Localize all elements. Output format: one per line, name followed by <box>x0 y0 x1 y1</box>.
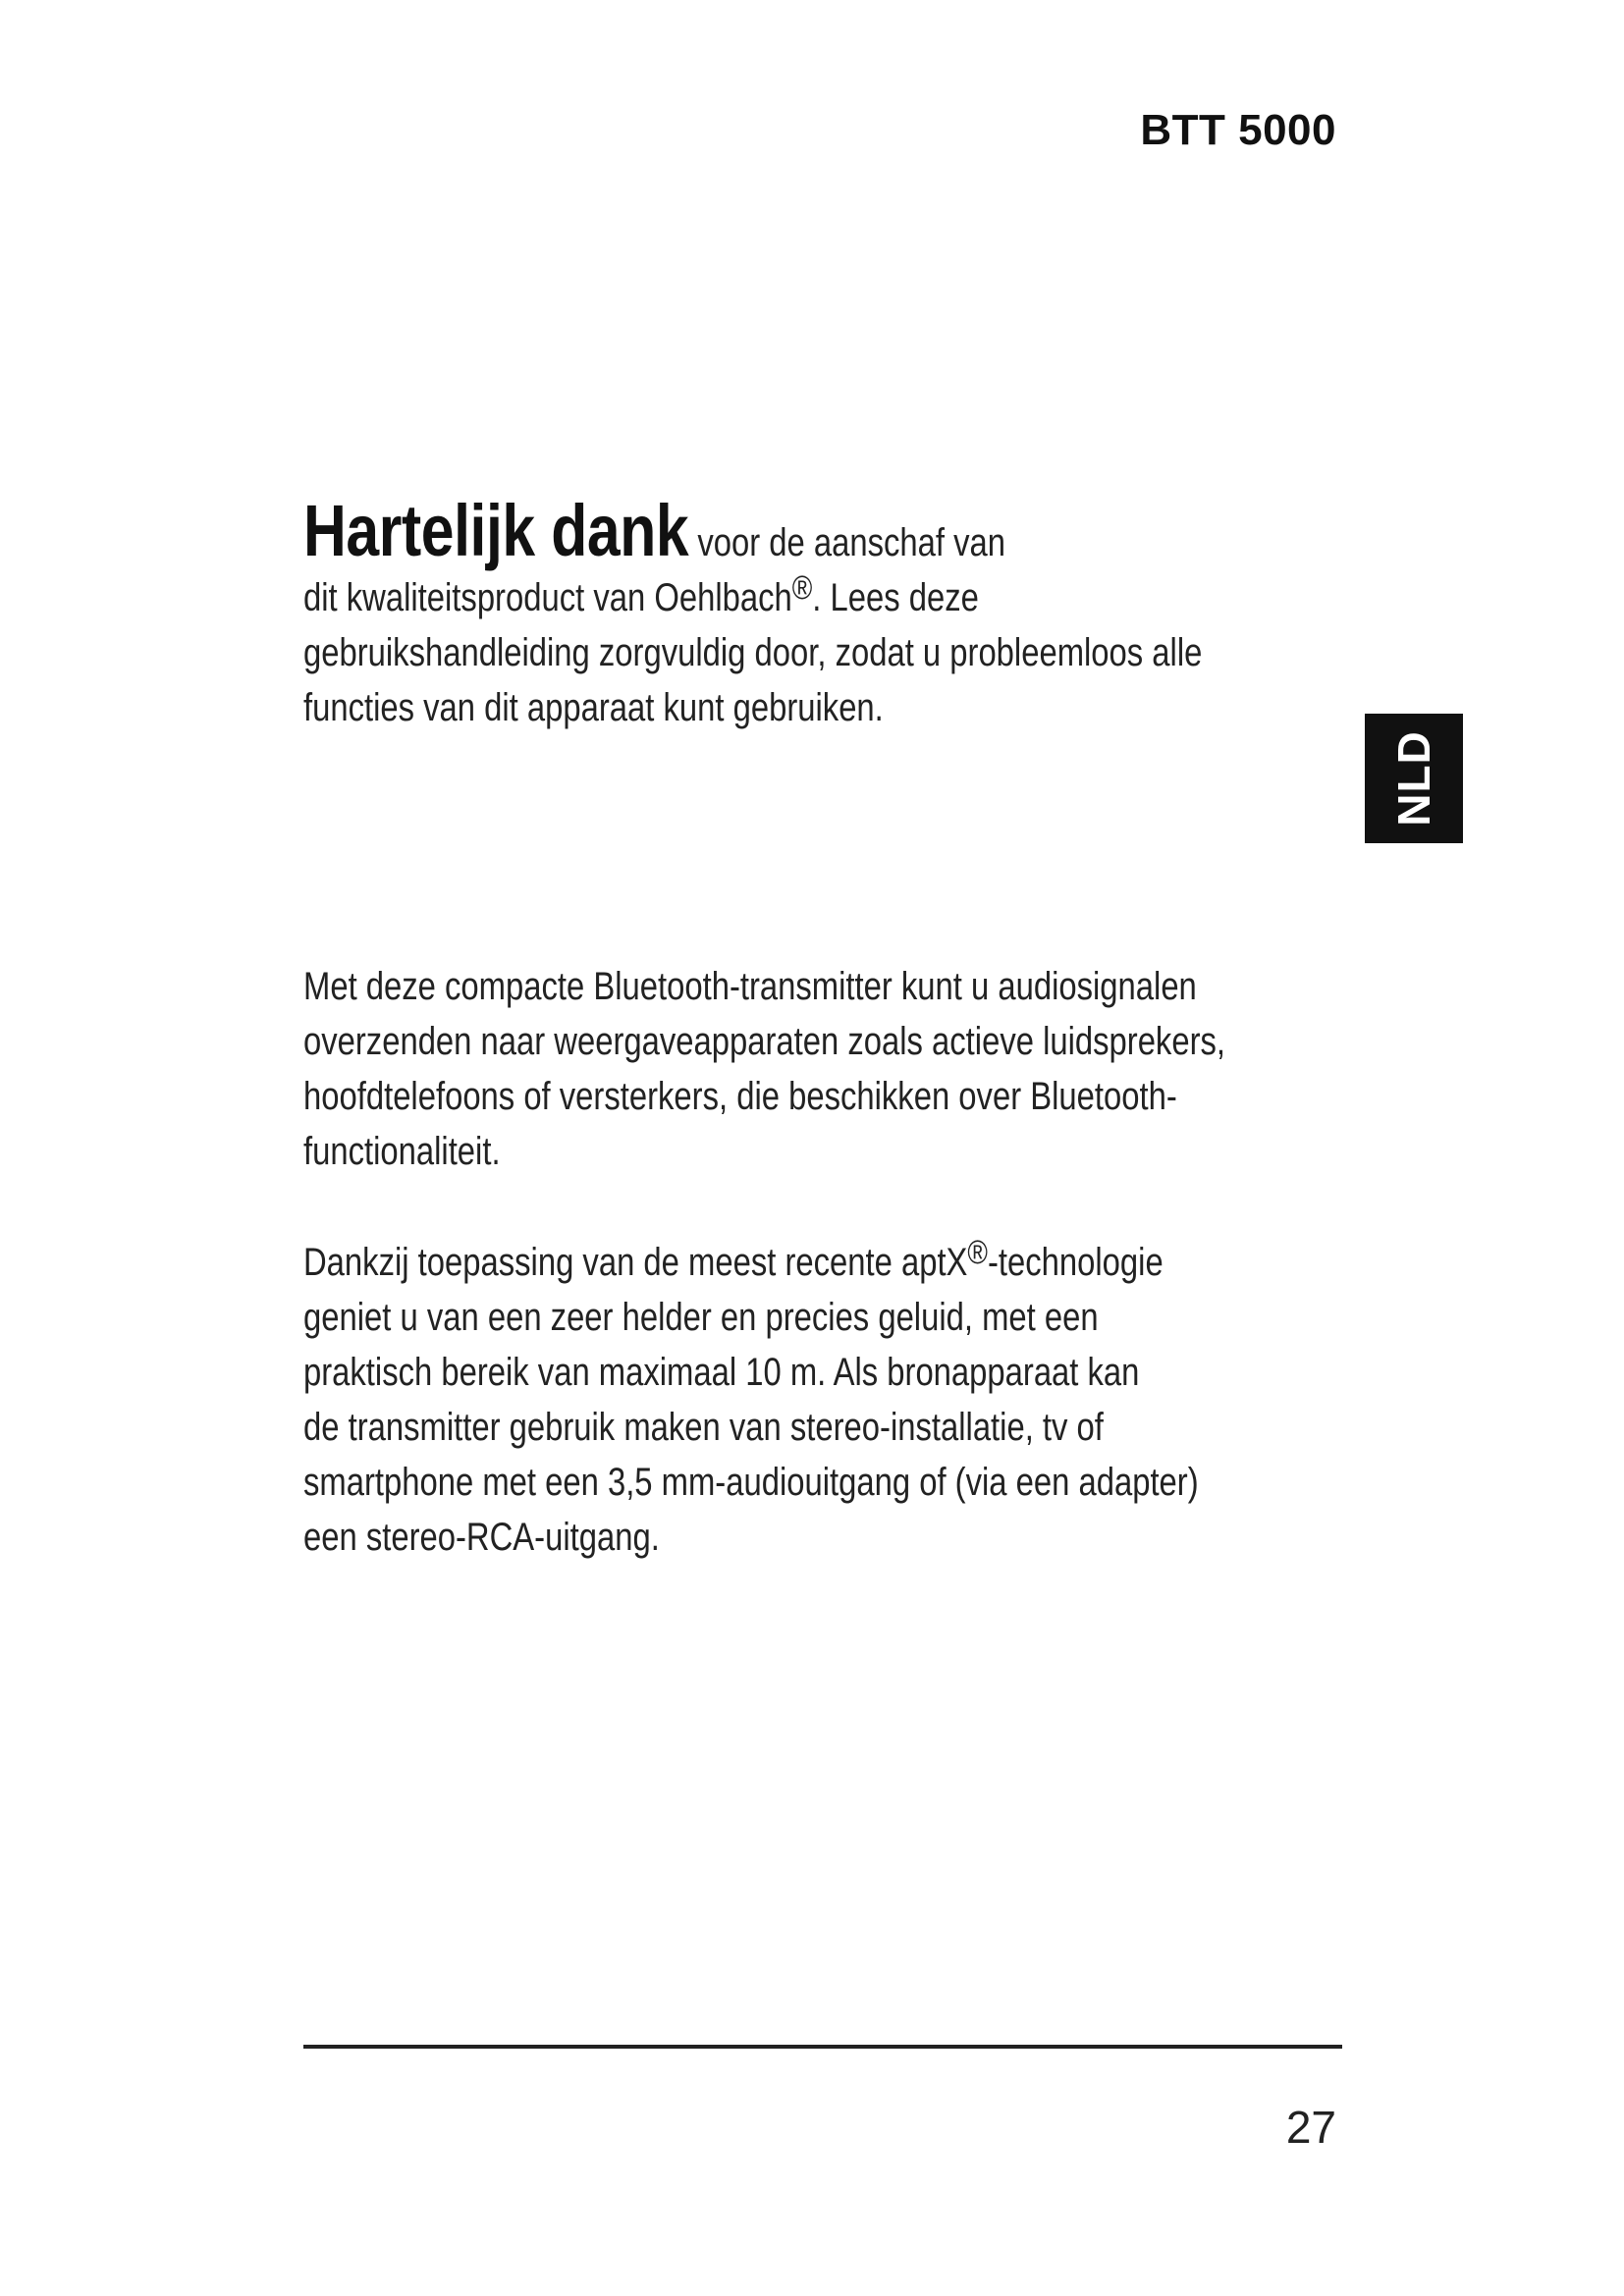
paragraph-2-line <box>303 1235 1350 1290</box>
paragraph-1-line: Met deze compacte Bluetooth-transmitter kunt u audiosignalen <box>303 965 1197 1008</box>
paragraph-1-text <box>303 959 1350 1179</box>
intro-line-3: gebruikshandleiding zorgvuldig door, zodat u probleemloos alle <box>303 631 1203 674</box>
registered-mark: ® <box>967 1234 988 1271</box>
paragraph-1 <box>303 959 1344 1179</box>
registered-mark: ® <box>791 569 813 607</box>
language-tab <box>1365 714 1463 843</box>
language-tab-label: NLD <box>1387 730 1439 827</box>
paragraph-2-line: een stereo-RCA-uitgang. <box>303 1516 660 1559</box>
footer-divider <box>303 2045 1342 2049</box>
paragraph-2-line-1-tail: -technologie <box>987 1241 1164 1284</box>
paragraph-2-line: de transmitter gebruik maken van stereo-installatie, tv of <box>303 1406 1104 1449</box>
paragraph-1-line: overzenden naar weergaveapparaten zoals actieve luidsprekers, <box>303 1020 1226 1063</box>
paragraph-2-line-1-text: Dankzij toepassing van de meest recente aptX <box>303 1241 968 1284</box>
paragraph-1-line: functionaliteit. <box>303 1130 501 1173</box>
intro-paragraph <box>303 490 1350 735</box>
paragraph-1-line: hoofdtelefoons of versterkers, die beschikken over Bluetooth- <box>303 1075 1177 1118</box>
paragraph-2-line: praktisch bereik van maximaal 10 m. Als bronapparaat kan <box>303 1351 1140 1394</box>
model-name: BTT 5000 <box>1140 106 1336 154</box>
intro-section <box>303 490 1344 735</box>
paragraph-2-line: geniet u van een zeer helder en precies geluid, met een <box>303 1296 1099 1339</box>
intro-line-2-tail: . Lees deze <box>812 576 979 619</box>
intro-line-2 <box>303 570 1350 625</box>
headline: Hartelijk dank <box>303 490 689 571</box>
paragraph-2 <box>303 1235 1344 1565</box>
paragraph-2-text <box>303 1235 1350 1565</box>
intro-line-4: functies van dit apparaat kunt gebruiken. <box>303 686 884 729</box>
lead-text: voor de aanschaf van <box>697 521 1005 564</box>
intro-line-1 <box>303 490 1350 571</box>
intro-line-2-text: dit kwaliteitsproduct van Oehlbach <box>303 576 792 619</box>
paragraph-2-line: smartphone met een 3,5 mm-audiouitgang of (via een adapter) <box>303 1461 1199 1504</box>
page-number: 27 <box>1285 2102 1336 2153</box>
